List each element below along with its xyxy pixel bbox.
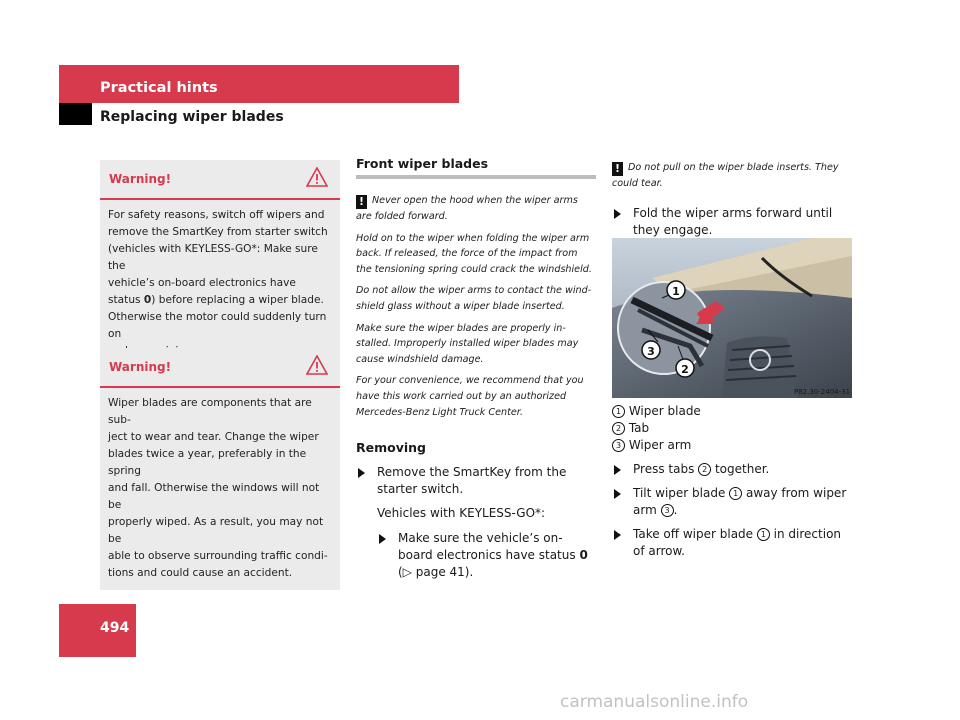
note-service: For your convenience, we recommend that you have this work carried out by an authorized Mercedes-Benz Light Truck Center. <box>356 375 584 418</box>
header-tab-marker <box>59 103 92 125</box>
exclamation-icon: ! <box>356 195 367 209</box>
step-take-off: Take off wiper blade 1 in direction of arrow. <box>612 526 852 560</box>
warning-box-safety <box>100 160 340 368</box>
bullet-arrow-icon <box>358 468 365 478</box>
image-code: P82.30-2404-31 <box>794 388 851 396</box>
note-hood: ! Never open the hood when the wiper arms are folded forward. <box>356 195 578 222</box>
legend-item: 2 Tab <box>612 420 852 437</box>
instructions-column <box>612 160 852 239</box>
substep-electronics: Make sure the vehicle’s on-board electronics have status 0 (▷ page 41). <box>377 530 596 581</box>
step-fold: Fold the wiper arms forward until they engage. <box>612 205 852 239</box>
site-watermark: carmanualsonline.info <box>560 692 749 712</box>
bullet-arrow-icon <box>379 534 386 544</box>
callout-2-label: 2 <box>681 363 689 376</box>
warning-text: Wiper blades are components that are sub- ject to wear and tear. Change the wiper blades twice a year, preferably in the spring and fall. Otherwise the windows will not be properly wiped. As a result, you may not be able to observe surrounding traffic condi- tions and could cause an accident. <box>108 397 328 579</box>
warning-text: For safety reasons, switch off wipers and remove the SmartKey from starter switch (vehicles with KEYLESS-GO*: Make sure the vehicle’s on-board electronics have status 0) before replacing a wiper blade. Otherwise the motor could suddenly turn on <box>108 209 328 340</box>
bullet-arrow-icon <box>614 489 621 499</box>
page-subtitle: Replacing wiper blades <box>100 109 284 125</box>
callout-3-label: 3 <box>647 345 655 358</box>
page-number: 494 <box>100 620 130 636</box>
exclamation-icon: ! <box>612 162 623 176</box>
keyless-label: Vehicles with KEYLESS-GO*: <box>377 506 546 521</box>
bullet-arrow-icon <box>614 465 621 475</box>
front-wiper-column <box>356 156 596 581</box>
bullet-arrow-icon <box>614 530 621 540</box>
legend-item: 1 Wiper blade <box>612 403 852 420</box>
section-title: Practical hints <box>100 80 218 96</box>
front-wiper-heading: Front wiper blades <box>356 156 489 171</box>
note-hold: Hold on to the wiper when folding the wiper arm back. If released, the force of the impact from the tensioning spring could crack the windshield. <box>356 232 592 275</box>
removing-heading: Removing <box>356 440 426 456</box>
warning-triangle-icon <box>306 355 328 379</box>
bullet-arrow-icon <box>614 209 621 219</box>
note-install: Make sure the wiper blades are properly in-stalled. Improperly installed wiper blades may cause windshield damage. <box>356 322 579 365</box>
step-remove-key: Remove the SmartKey from the starter switch. <box>356 464 596 498</box>
warning-title: Warning! <box>109 172 172 186</box>
warning-triangle-icon <box>306 167 328 191</box>
instructions-lower <box>612 403 852 560</box>
warning-title: Warning! <box>109 360 172 374</box>
step-press-tabs: Press tabs 2 together. <box>612 461 852 478</box>
step-tilt-blade: Tilt wiper blade 1 away from wiper arm 3 . <box>612 485 852 519</box>
callout-1-label: 1 <box>672 285 680 298</box>
note-inserts: ! Do not pull on the wiper blade inserts. They could tear. <box>612 162 839 189</box>
legend-item: 3 Wiper arm <box>612 437 852 454</box>
note-contact: Do not allow the wiper arms to contact the wind-shield glass without a wiper blade inserted. <box>356 285 592 312</box>
warning-box-wear <box>100 348 340 590</box>
wiper-photo <box>612 238 852 398</box>
